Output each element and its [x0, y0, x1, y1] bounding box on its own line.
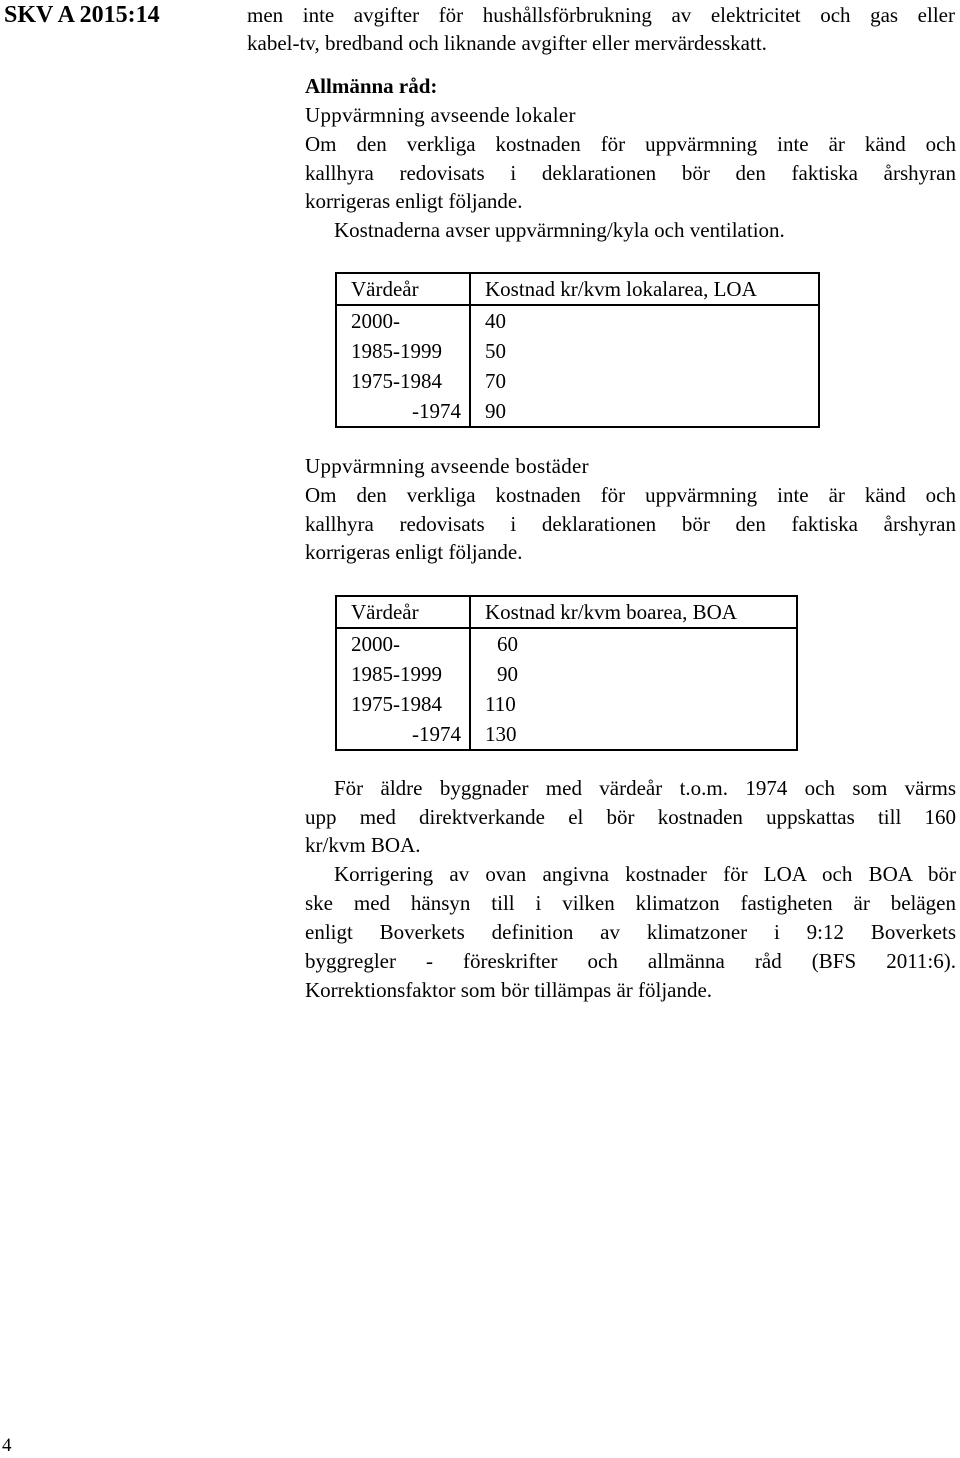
bostader-line-1: Om den verkliga kostnaden för uppvärmning inte är känd och	[305, 483, 956, 507]
table-boa-year: -1974	[336, 719, 470, 750]
table-loa-col2-header: Kostnad kr/kvm lokalarea, LOA	[470, 273, 819, 305]
lokaler-line-4: Kostnaderna avser uppvärmning/kyla och ventilation.	[334, 218, 785, 242]
older-line-2: upp med direktverkande el bör kostnaden uppskattas till 160	[305, 805, 956, 829]
correction-line-1: Korrigering av ovan angivna kostnader för LOA och BOA bör	[334, 862, 956, 886]
table-row	[336, 689, 797, 719]
lokaler-heading: Uppvärmning avseende lokaler	[305, 103, 576, 127]
intro-line-2: kabel-tv, bredband och liknande avgifter eller mervärdesskatt.	[247, 31, 767, 55]
page-number: 4	[2, 1435, 12, 1456]
table-loa-cost: 70	[470, 366, 819, 396]
table-loa-year: 2000-	[336, 305, 470, 336]
table-boa-cost: 90	[470, 659, 797, 689]
older-line-1: För äldre byggnader med värdeår t.o.m. 1974 och som värms	[334, 776, 956, 800]
intro-line-1: men inte avgifter för hushållsförbrukning av elektricitet och gas eller	[247, 3, 955, 27]
table-boa-year: 2000-	[336, 628, 470, 659]
table-boa-header-row	[336, 596, 797, 628]
table-row	[336, 366, 819, 396]
table-boa-col1-header: Värdeår	[336, 596, 470, 628]
table-loa-cost: 90	[470, 396, 819, 427]
table-boa-cost: 60	[470, 628, 797, 659]
bostader-line-3: korrigeras enligt följande.	[305, 540, 523, 564]
correction-line-5: Korrektionsfaktor som bör tillämpas är följande.	[305, 978, 713, 1002]
table-row	[336, 719, 797, 750]
correction-line-3: enligt Boverkets definition av klimatzoner i 9:12 Boverkets	[305, 920, 956, 944]
table-loa-header-row	[336, 273, 819, 305]
table-boa-cost: 130	[470, 719, 797, 750]
older-line-3: kr/kvm BOA.	[305, 833, 421, 857]
table-loa	[335, 272, 820, 428]
table-boa-year: 1985-1999	[336, 659, 470, 689]
table-loa-year: -1974	[336, 396, 470, 427]
table-loa-year: 1975-1984	[336, 366, 470, 396]
bostader-line-2: kallhyra redovisats i deklarationen bör den faktiska årshyran	[305, 512, 956, 536]
table-row	[336, 305, 819, 336]
table-loa-cost: 40	[470, 305, 819, 336]
advice-heading: Allmänna råd:	[305, 74, 438, 98]
table-row	[336, 659, 797, 689]
correction-line-4: byggregler - föreskrifter och allmänna råd (BFS 2011:6).	[305, 949, 956, 973]
table-boa-year: 1975-1984	[336, 689, 470, 719]
table-boa	[335, 595, 798, 751]
document-code: SKV A 2015:14	[4, 2, 160, 28]
table-row	[336, 628, 797, 659]
bostader-heading: Uppvärmning avseende bostäder	[305, 454, 589, 478]
table-row	[336, 396, 819, 427]
table-boa-cost: 110	[470, 689, 797, 719]
lokaler-line-3: korrigeras enligt följande.	[305, 189, 523, 213]
table-boa-col2-header: Kostnad kr/kvm boarea, BOA	[470, 596, 797, 628]
table-row	[336, 336, 819, 366]
lokaler-line-1: Om den verkliga kostnaden för uppvärmning inte är känd och	[305, 132, 956, 156]
lokaler-line-2: kallhyra redovisats i deklarationen bör den faktiska årshyran	[305, 161, 956, 185]
table-loa-year: 1985-1999	[336, 336, 470, 366]
table-loa-col1-header: Värdeår	[336, 273, 470, 305]
correction-line-2: ske med hänsyn till i vilken klimatzon fastigheten är belägen	[305, 891, 956, 915]
table-loa-cost: 50	[470, 336, 819, 366]
